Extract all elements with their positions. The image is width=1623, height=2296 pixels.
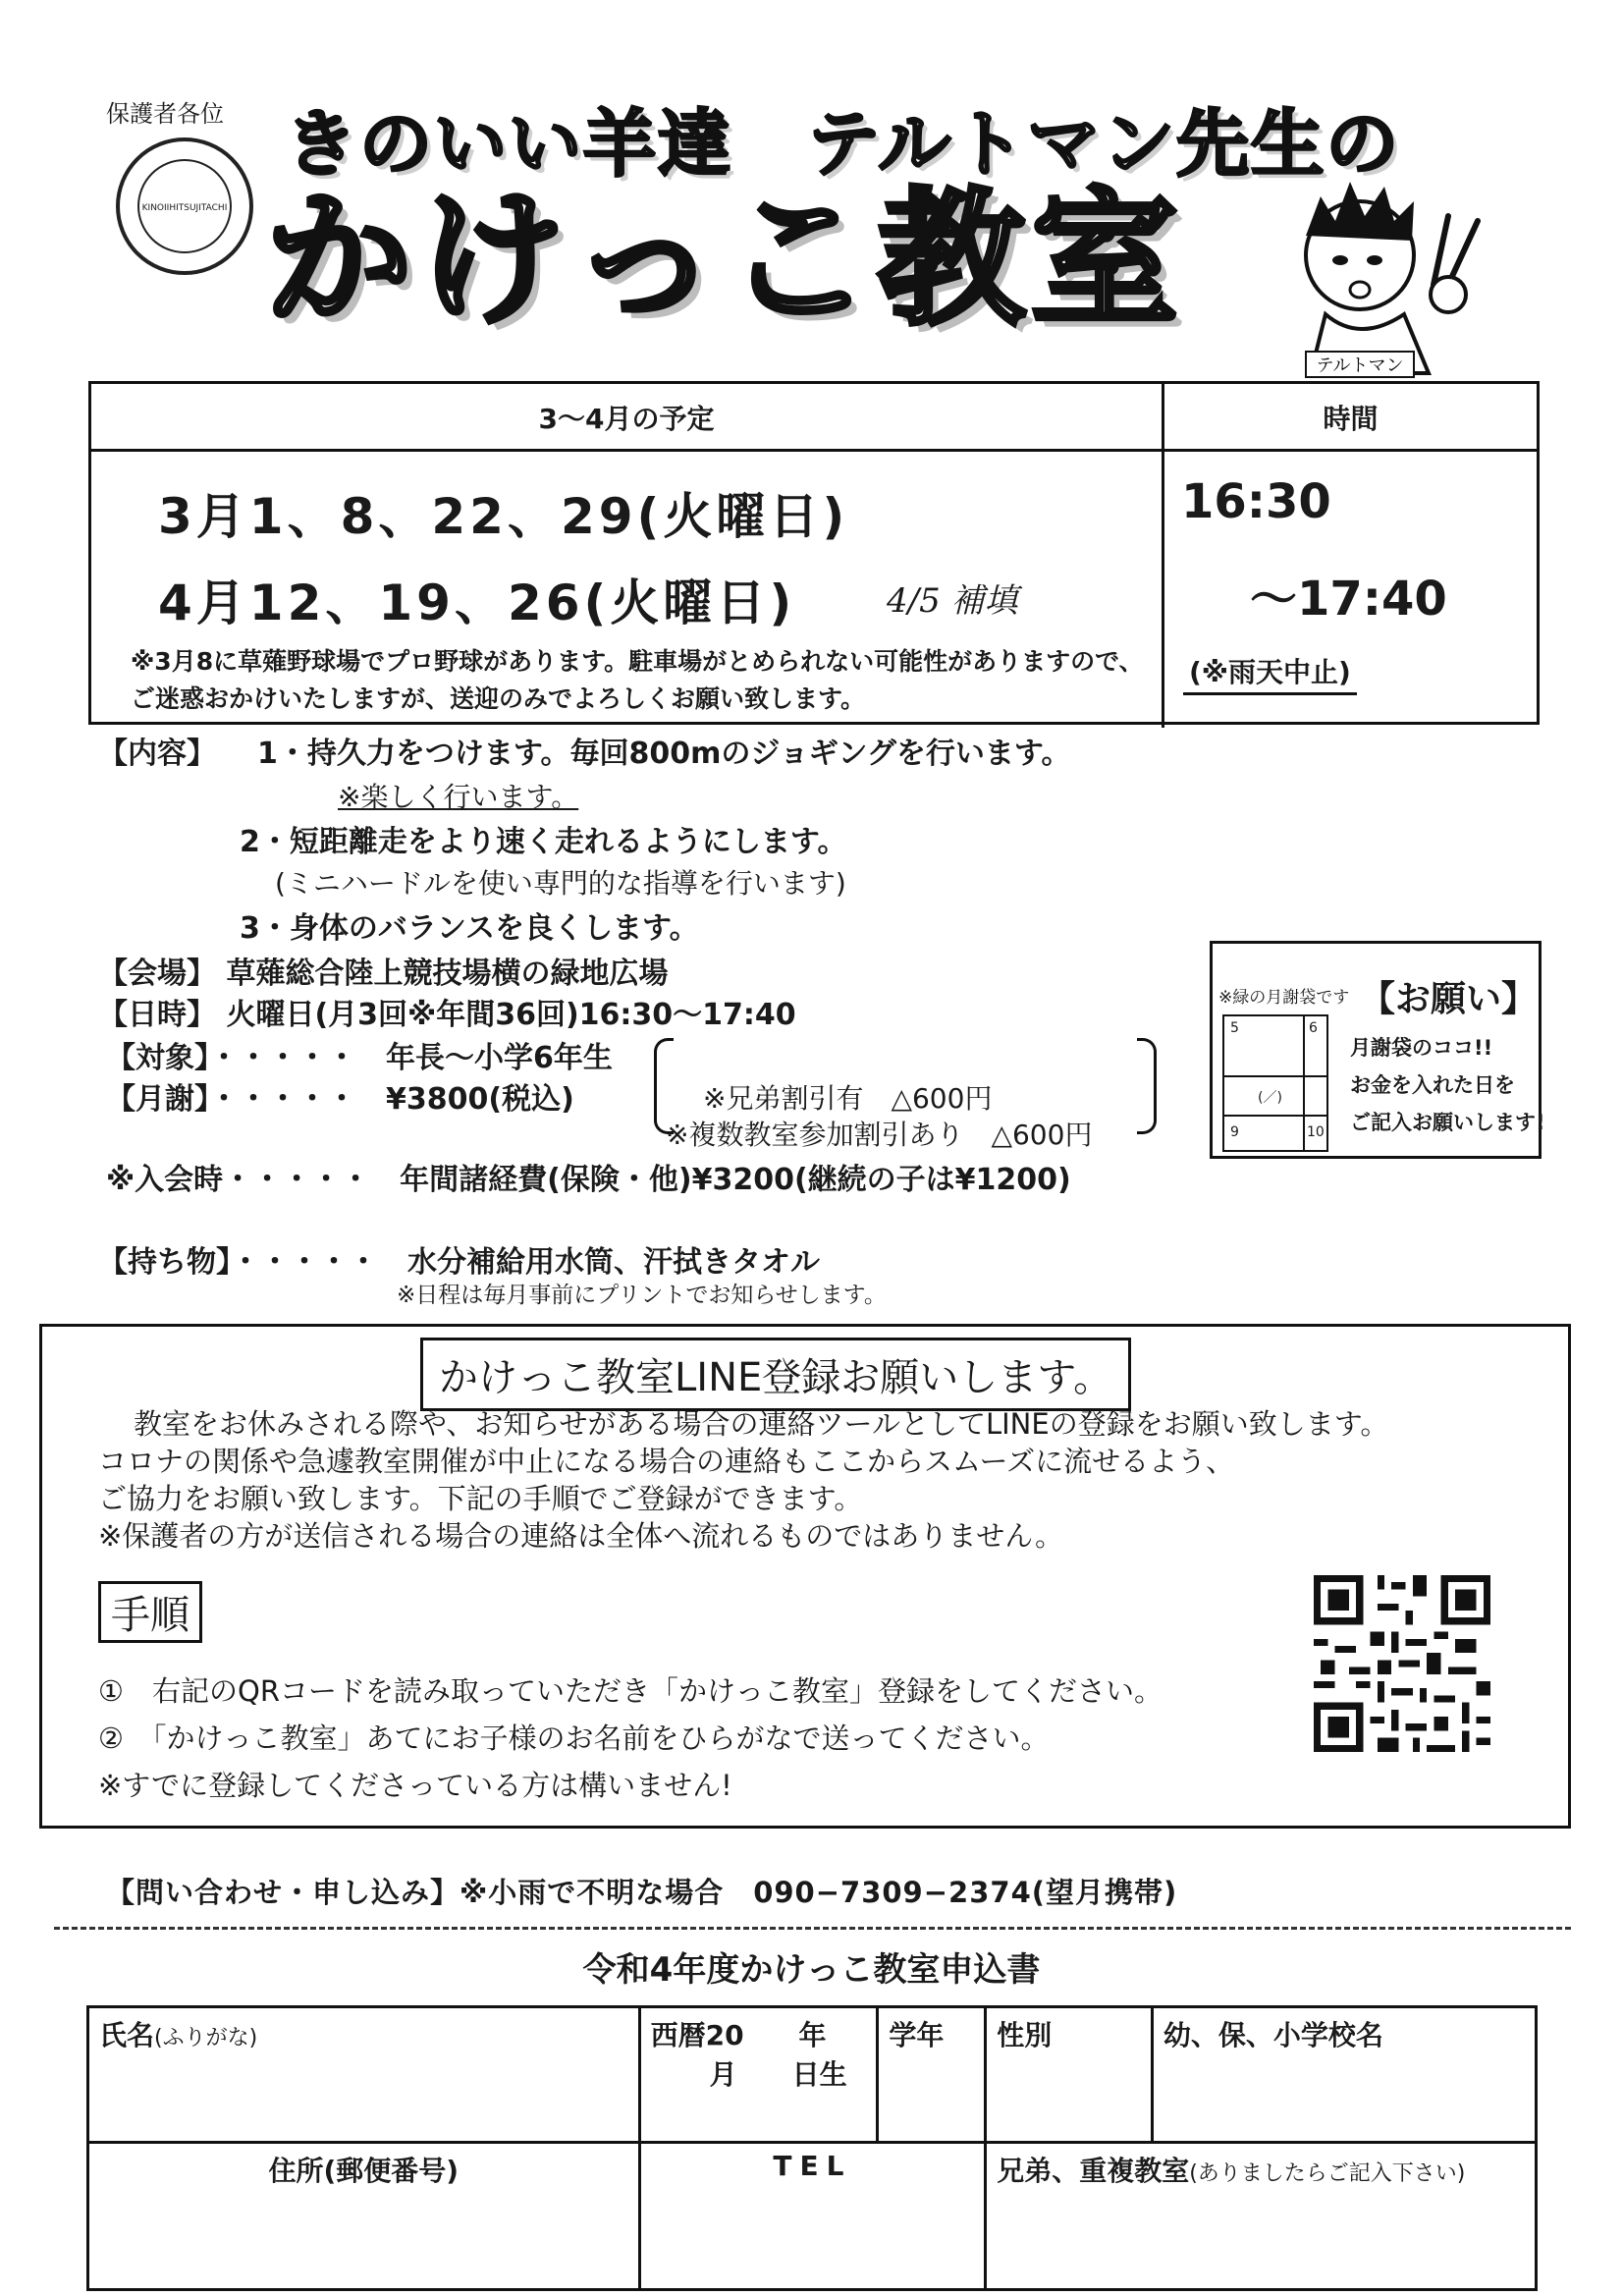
request-line-1: 月謝袋のココ!! [1350, 1036, 1493, 1060]
march-dates: 3月1、8、22、29(火曜日) [158, 488, 849, 545]
fee-envelope-box [1210, 941, 1545, 1159]
content-label: 【内容】 [98, 737, 216, 771]
discount-siblings: ※兄弟割引有 △600円 [703, 1082, 993, 1115]
monthly-fee: 【月謝】・・・・・ ¥3800(税込) [106, 1082, 574, 1117]
siblings-field[interactable]: 兄弟、重複教室(ありましたらご記入下さい) [986, 2143, 1537, 2290]
brace-right [1137, 1038, 1157, 1134]
addressee: 保護者各位 [106, 100, 224, 128]
mascot-label: テルトマン [1316, 355, 1404, 375]
time-header: 時間 [1323, 403, 1379, 435]
handwritten-note: 4/5 補填 [887, 581, 1018, 621]
line-paragraph-4: ※保護者の方が送信される場合の連絡は全体へ流れるものではありません。 [98, 1519, 1064, 1553]
belongings: 【持ち物】・・・・・ 水分補給用水筒、汗拭きタオル [98, 1245, 820, 1280]
entry-fee: ※入会時・・・・・ 年間諸経費(保険・他)¥3200(継続の子は¥1200) [106, 1163, 1071, 1197]
contact-info: 【問い合わせ・申し込み】※小雨で不明な場合 090−7309−2374(望月携帯) [106, 1876, 1178, 1909]
application-form [86, 2005, 1538, 2291]
step-3: ※すでに登録してくださっている方は構いません! [98, 1769, 732, 1802]
content-item-1-note: ※楽しく行います。 [338, 781, 579, 813]
schedule-header: 3～4月の予定 [538, 403, 715, 435]
step-2: ② 「かけっこ教室」あてにお子様のお名前をひらがなで送ってください。 [98, 1722, 1050, 1755]
gender-field[interactable]: 性別 [986, 2007, 1153, 2143]
envelope-diagram: 5 6 (／) 9 10 [1222, 1014, 1328, 1152]
birthdate-field[interactable]: 西暦20 年 月 日生 [639, 2007, 878, 2143]
name-field[interactable]: 氏名(ふりがな) [88, 2007, 640, 2143]
envelope-caption: ※緑の月謝袋です [1218, 988, 1350, 1008]
club-logo [116, 137, 253, 275]
april-dates: 4月12、19、26(火曜日) [158, 574, 796, 631]
line-paragraph-2: コロナの関係や急遽教室開催が中止になる場合の連絡もここからスムーズに流せるよう、 [98, 1445, 1235, 1478]
discount-multiple: ※複数教室参加割引あり △600円 [666, 1119, 1093, 1151]
request-line-3: ご記入お願いします! [1350, 1111, 1545, 1134]
grade-field[interactable]: 学年 [878, 2007, 986, 2143]
datetime: 【日時】 火曜日(月3回※年間36回)16:30～17:40 [98, 998, 796, 1032]
line-title: かけっこ教室LINE登録お願いします。 [420, 1338, 1131, 1411]
steps-label: 手順 [98, 1581, 202, 1643]
time-start: 16:30 [1181, 474, 1331, 529]
mascot-illustration [1267, 177, 1512, 383]
rain-cancel-note: (※雨天中止) [1183, 651, 1357, 695]
content-item-2-note: (ミニハードルを使い専門的な指導を行います) [275, 867, 846, 900]
line-qr-code[interactable] [1314, 1575, 1490, 1752]
page-title: かけっこ教室 [265, 175, 1185, 346]
schedule-table [88, 381, 1540, 725]
logo-sheep-icon: KINOIIHITSUJITACHI [137, 159, 232, 253]
venue: 【会場】 草薙総合陸上競技場横の緑地広場 [98, 957, 669, 991]
time-end: ～17:40 [1250, 572, 1447, 627]
content-item-3: 3・身体のバランスを良くします。 [240, 911, 699, 946]
school-field[interactable]: 幼、保、小学校名 [1152, 2007, 1536, 2143]
schedule-print-note: ※日程は毎月事前にプリントでお知らせします。 [397, 1283, 887, 1308]
content-item-1: 1・持久力をつけます。毎回800mのジョギングを行います。 [257, 737, 1071, 771]
content-item-2: 2・短距離走をより速く走れるようにします。 [240, 825, 847, 859]
tel-field[interactable]: TEL [639, 2143, 986, 2290]
line-paragraph-3: ご協力をお願い致します。下記の手順でご登録ができます。 [98, 1482, 863, 1515]
cut-line [54, 1927, 1571, 1930]
request-heading: 【お願い】 [1360, 979, 1538, 1019]
parking-note: ※3月8に草薙野球場でプロ野球があります。駐車場がとめられない可能性がありますので、ご迷惑おかけいたしますが、送迎のみでよろしくお願い致します。 [131, 647, 1144, 713]
request-line-2: お金を入れた日を [1350, 1073, 1515, 1097]
line-paragraph-1: 教室をお休みされる際や、お知らせがある場合の連絡ツールとしてLINEの登録をお願い致します。 [134, 1407, 1389, 1441]
address-field[interactable]: 住所(郵便番号) [88, 2143, 640, 2290]
target: 【対象】・・・・・ 年長～小学6年生 [106, 1041, 613, 1075]
step-1: ① 右記のQRコードを読み取っていただき「かけっこ教室」登録をしてください。 [98, 1674, 1163, 1708]
form-title: 令和4年度かけっこ教室申込書 [582, 1950, 1041, 1990]
page-subtitle: きのいい羊達 テルトマン先生の [285, 102, 1401, 187]
